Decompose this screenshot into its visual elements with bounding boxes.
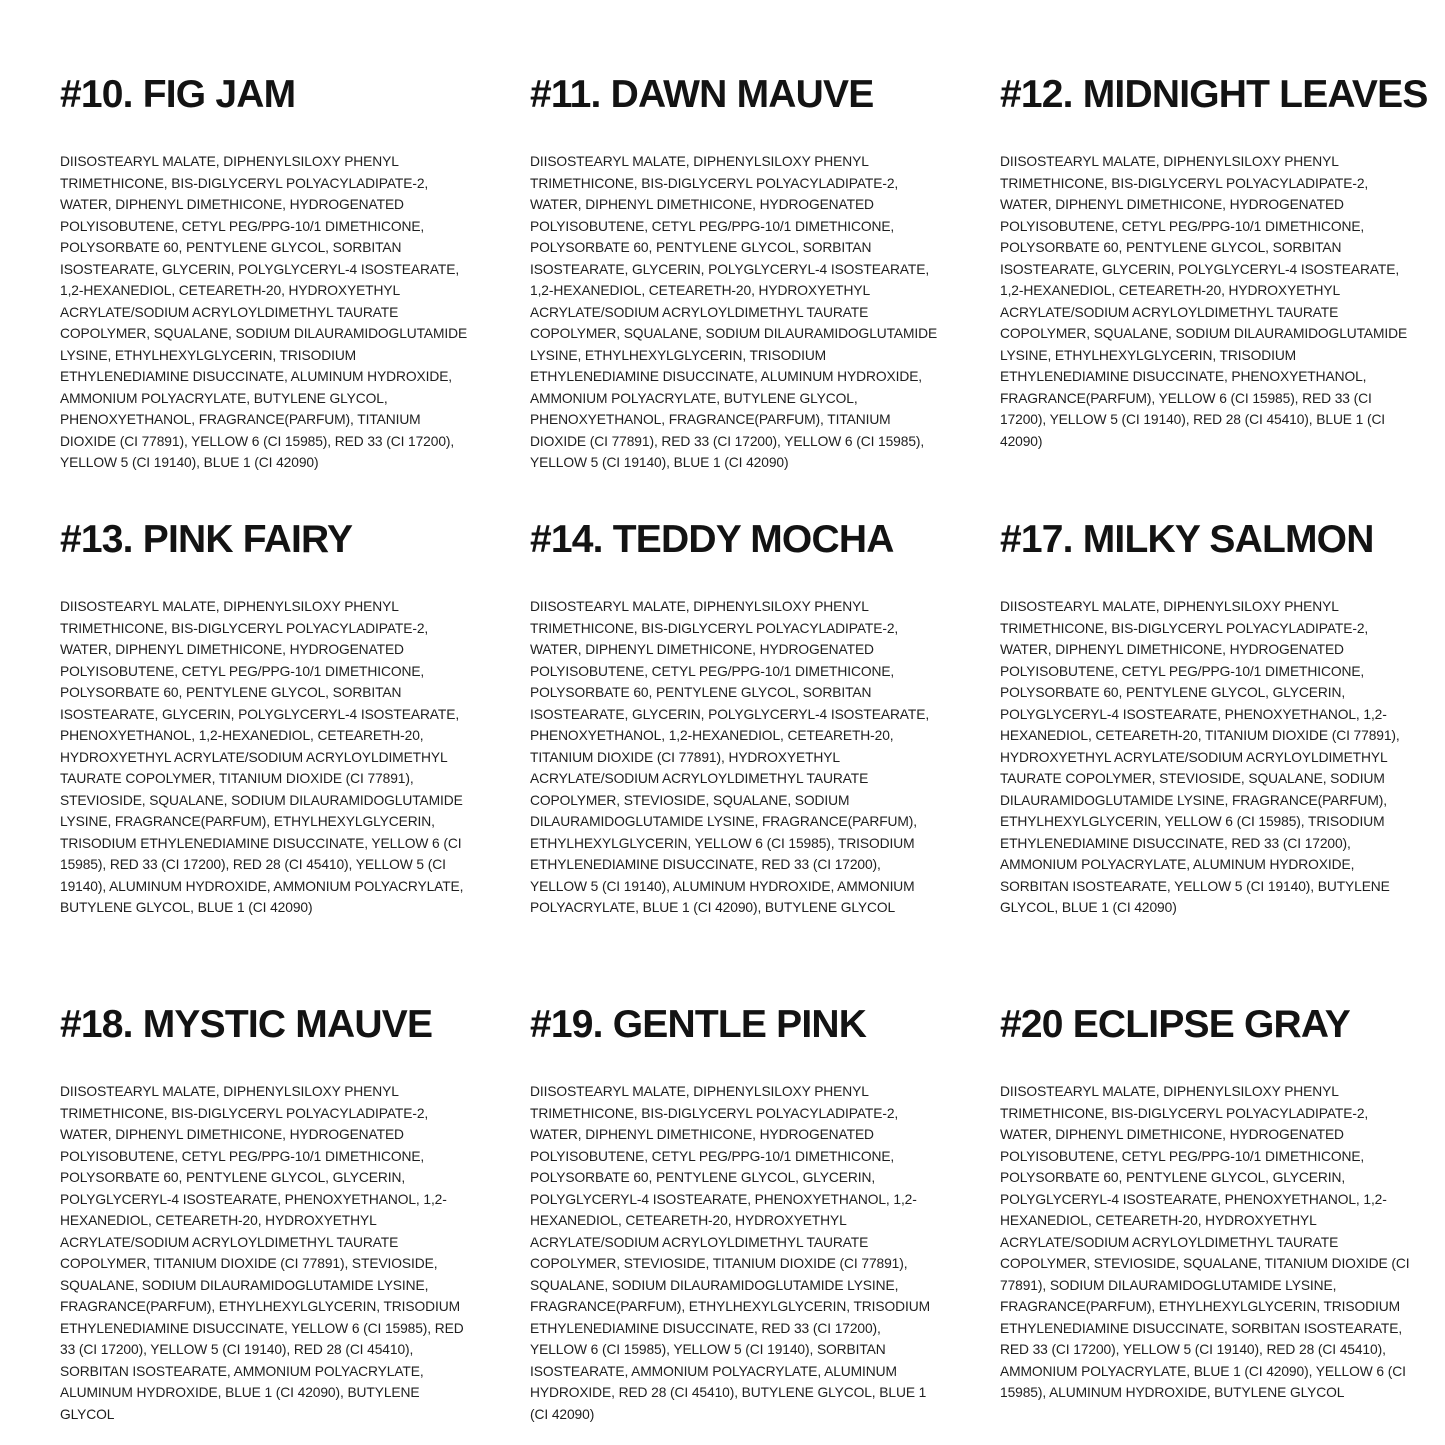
product-card-eclipse-gray — [1000, 1005, 1410, 1404]
product-card-mystic-mauve — [60, 1005, 470, 1425]
product-title: #17. MILKY SALMON — [1000, 518, 1374, 561]
product-title: #20 ECLIPSE GRAY — [1000, 1003, 1350, 1046]
product-card-dawn-mauve — [530, 75, 940, 474]
ingredients-text: DIISOSTEARYL MALATE, DIPHENYLSILOXY PHENYL TRIMETHICONE, BIS-DIGLYCERYL POLYACYLADIPATE-2, WATER, DIPHENYL DIMETHICONE, HYDROGENATED POLYISOBUTENE, CETYL PEG/PPG-10/1 DIMETHICONE, POLYSORBATE 60, PENTYLENE GLYCOL, GLYCERIN, POLYGLYCERYL-4 ISOSTEARATE, PHENOXYETHANOL, 1,2-HEXANEDIOL, CETEARETH-20, TITANIUM DIOXIDE (CI 77891), HYDROXYETHYL ACRYLATE/SODIUM ACRYLOYLDIMETHYL TAURATE COPOLYMER, STEVIOSIDE, SQUALANE, SODIUM DILAURAMIDOGLUTAMIDE LYSINE, FRAGRANCE(PARFUM), ETHYLHEXYLGLYCERIN, YELLOW 6 (CI 15985), TRISODIUM ETHYLENEDIAMINE DISUCCINATE, RED 33 (CI 17200), AMMONIUM POLYACRYLATE, ALUMINUM HYDROXIDE, SORBITAN ISOSTEARATE, YELLOW 5 (CI 19140), BUTYLENE GLYCOL, BLUE 1 (CI 42090) — [1000, 599, 1400, 915]
ingredients-text: DIISOSTEARYL MALATE, DIPHENYLSILOXY PHENYL TRIMETHICONE, BIS-DIGLYCERYL POLYACYLADIPATE-2, WATER, DIPHENYL DIMETHICONE, HYDROGENATED POLYISOBUTENE, CETYL PEG/PPG-10/1 DIMETHICONE, POLYSORBATE 60, PENTYLENE GLYCOL, SORBITAN ISOSTEARATE, GLYCERIN, POLYGLYCERYL-4 ISOSTEARATE, 1,2-HEXANEDIOL, CETEARETH-20, HYDROXYETHYL ACRYLATE/SODIUM ACRYLOYLDIMETHYL TAURATE COPOLYMER, SQUALANE, SODIUM DILAURAMIDOGLUTAMIDE LYSINE, ETHYLHEXYLGLYCERIN, TRISODIUM ETHYLENEDIAMINE DISUCCINATE, PHENOXYETHANOL, FRAGRANCE(PARFUM), YELLOW 6 (CI 15985), RED 33 (CI 17200), YELLOW 5 (CI 19140), RED 28 (CI 45410), BLUE 1 (CI 42090) — [1000, 154, 1408, 449]
product-title: #19. GENTLE PINK — [530, 1003, 867, 1046]
product-title: #12. MIDNIGHT LEAVES — [1000, 73, 1428, 116]
product-title: #10. FIG JAM — [60, 73, 296, 116]
ingredients-text: DIISOSTEARYL MALATE, DIPHENYLSILOXY PHENYL TRIMETHICONE, BIS-DIGLYCERYL POLYACYLADIPATE-2, WATER, DIPHENYL DIMETHICONE, HYDROGENATED POLYISOBUTENE, CETYL PEG/PPG-10/1 DIMETHICONE, POLYSORBATE 60, PENTYLENE GLYCOL, SORBITAN ISOSTEARATE, GLYCERIN, POLYGLYCERYL-4 ISOSTEARATE, PHENOXYETHANOL, 1,2-HEXANEDIOL, CETEARETH-20, HYDROXYETHYL ACRYLATE/SODIUM ACRYLOYLDIMETHYL TAURATE COPOLYMER, TITANIUM DIOXIDE (CI 77891), STEVIOSIDE, SQUALANE, SODIUM DILAURAMIDOGLUTAMIDE LYSINE, FRAGRANCE(PARFUM), ETHYLHEXYLGLYCERIN, TRISODIUM ETHYLENEDIAMINE DISUCCINATE, YELLOW 6 (CI 15985), RED 33 (CI 17200), RED 28 (CI 45410), YELLOW 5 (CI 19140), ALUMINUM HYDROXIDE, AMMONIUM POLYACRYLATE, BUTYLENE GLYCOL, BLUE 1 (CI 42090) — [60, 599, 464, 915]
product-card-gentle-pink — [530, 1005, 940, 1425]
ingredients-text: DIISOSTEARYL MALATE, DIPHENYLSILOXY PHENYL TRIMETHICONE, BIS-DIGLYCERYL POLYACYLADIPATE-2, WATER, DIPHENYL DIMETHICONE, HYDROGENATED POLYISOBUTENE, CETYL PEG/PPG-10/1 DIMETHICONE, POLYSORBATE 60, PENTYLENE GLYCOL, GLYCERIN, POLYGLYCERYL-4 ISOSTEARATE, PHENOXYETHANOL, 1,2-HEXANEDIOL, CETEARETH-20, HYDROXYETHYL ACRYLATE/SODIUM ACRYLOYLDIMETHYL TAURATE COPOLYMER, STEVIOSIDE, SQUALANE, TITANIUM DIOXIDE (CI 77891), SODIUM DILAURAMIDOGLUTAMIDE LYSINE, FRAGRANCE(PARFUM), ETHYLHEXYLGLYCERIN, TRISODIUM ETHYLENEDIAMINE DISUCCINATE, SORBITAN ISOSTEARATE, RED 33 (CI 17200), YELLOW 5 (CI 19140), RED 28 (CI 45410), AMMONIUM POLYACRYLATE, BLUE 1 (CI 42090), YELLOW 6 (CI 15985), ALUMINUM HYDROXIDE, BUTYLENE GLYCOL — [1000, 1084, 1410, 1400]
ingredients-text: DIISOSTEARYL MALATE, DIPHENYLSILOXY PHENYL TRIMETHICONE, BIS-DIGLYCERYL POLYACYLADIPATE-2, WATER, DIPHENYL DIMETHICONE, HYDROGENATED POLYISOBUTENE, CETYL PEG/PPG-10/1 DIMETHICONE, POLYSORBATE 60, PENTYLENE GLYCOL, SORBITAN ISOSTEARATE, GLYCERIN, POLYGLYCERYL-4 ISOSTEARATE, 1,2-HEXANEDIOL, CETEARETH-20, HYDROXYETHYL ACRYLATE/SODIUM ACRYLOYLDIMETHYL TAURATE COPOLYMER, SQUALANE, SODIUM DILAURAMIDOGLUTAMIDE LYSINE, ETHYLHEXYLGLYCERIN, TRISODIUM ETHYLENEDIAMINE DISUCCINATE, ALUMINUM HYDROXIDE, AMMONIUM POLYACRYLATE, BUTYLENE GLYCOL, PHENOXYETHANOL, FRAGRANCE(PARFUM), TITANIUM DIOXIDE (CI 77891), RED 33 (CI 17200), YELLOW 6 (CI 15985), YELLOW 5 (CI 19140), BLUE 1 (CI 42090) — [530, 154, 938, 470]
product-title: #13. PINK FAIRY — [60, 518, 353, 561]
product-card-teddy-mocha — [530, 520, 940, 919]
product-title: #18. MYSTIC MAUVE — [60, 1003, 433, 1046]
product-title: #14. TEDDY MOCHA — [530, 518, 894, 561]
ingredients-text: DIISOSTEARYL MALATE, DIPHENYLSILOXY PHENYL TRIMETHICONE, BIS-DIGLYCERYL POLYACYLADIPATE-2, WATER, DIPHENYL DIMETHICONE, HYDROGENATED POLYISOBUTENE, CETYL PEG/PPG-10/1 DIMETHICONE, POLYSORBATE 60, PENTYLENE GLYCOL, GLYCERIN, POLYGLYCERYL-4 ISOSTEARATE, PHENOXYETHANOL, 1,2-HEXANEDIOL, CETEARETH-20, HYDROXYETHYL ACRYLATE/SODIUM ACRYLOYLDIMETHYL TAURATE COPOLYMER, TITANIUM DIOXIDE (CI 77891), STEVIOSIDE, SQUALANE, SODIUM DILAURAMIDOGLUTAMIDE LYSINE, FRAGRANCE(PARFUM), ETHYLHEXYLGLYCERIN, TRISODIUM ETHYLENEDIAMINE DISUCCINATE, YELLOW 6 (CI 15985), RED 33 (CI 17200), YELLOW 5 (CI 19140), RED 28 (CI 45410), SORBITAN ISOSTEARATE, AMMONIUM POLYACRYLATE, ALUMINUM HYDROXIDE, BLUE 1 (CI 42090), BUTYLENE GLYCOL — [60, 1084, 464, 1422]
product-card-midnight-leaves — [1000, 73, 1428, 452]
product-title: #11. DAWN MAUVE — [530, 73, 874, 116]
product-card-pink-fairy — [60, 520, 470, 919]
ingredients-text: DIISOSTEARYL MALATE, DIPHENYLSILOXY PHENYL TRIMETHICONE, BIS-DIGLYCERYL POLYACYLADIPATE-2, WATER, DIPHENYL DIMETHICONE, HYDROGENATED POLYISOBUTENE, CETYL PEG/PPG-10/1 DIMETHICONE, POLYSORBATE 60, PENTYLENE GLYCOL, SORBITAN ISOSTEARATE, GLYCERIN, POLYGLYCERYL-4 ISOSTEARATE, 1,2-HEXANEDIOL, CETEARETH-20, HYDROXYETHYL ACRYLATE/SODIUM ACRYLOYLDIMETHYL TAURATE COPOLYMER, SQUALANE, SODIUM DILAURAMIDOGLUTAMIDE LYSINE, ETHYLHEXYLGLYCERIN, TRISODIUM ETHYLENEDIAMINE DISUCCINATE, ALUMINUM HYDROXIDE, AMMONIUM POLYACRYLATE, BUTYLENE GLYCOL, PHENOXYETHANOL, FRAGRANCE(PARFUM), TITANIUM DIOXIDE (CI 77891), YELLOW 6 (CI 15985), RED 33 (CI 17200), YELLOW 5 (CI 19140), BLUE 1 (CI 42090) — [60, 154, 468, 470]
product-card-milky-salmon — [1000, 520, 1410, 919]
product-card-fig-jam — [60, 75, 470, 474]
ingredients-text: DIISOSTEARYL MALATE, DIPHENYLSILOXY PHENYL TRIMETHICONE, BIS-DIGLYCERYL POLYACYLADIPATE-2, WATER, DIPHENYL DIMETHICONE, HYDROGENATED POLYISOBUTENE, CETYL PEG/PPG-10/1 DIMETHICONE, POLYSORBATE 60, PENTYLENE GLYCOL, GLYCERIN, POLYGLYCERYL-4 ISOSTEARATE, PHENOXYETHANOL, 1,2-HEXANEDIOL, CETEARETH-20, HYDROXYETHYL ACRYLATE/SODIUM ACRYLOYLDIMETHYL TAURATE COPOLYMER, STEVIOSIDE, TITANIUM DIOXIDE (CI 77891), SQUALANE, SODIUM DILAURAMIDOGLUTAMIDE LYSINE, FRAGRANCE(PARFUM), ETHYLHEXYLGLYCERIN, TRISODIUM ETHYLENEDIAMINE DISUCCINATE, RED 33 (CI 17200), YELLOW 6 (CI 15985), YELLOW 5 (CI 19140), SORBITAN ISOSTEARATE, AMMONIUM POLYACRYLATE, ALUMINUM HYDROXIDE, RED 28 (CI 45410), BUTYLENE GLYCOL, BLUE 1 (CI 42090) — [530, 1084, 930, 1422]
ingredients-text: DIISOSTEARYL MALATE, DIPHENYLSILOXY PHENYL TRIMETHICONE, BIS-DIGLYCERYL POLYACYLADIPATE-2, WATER, DIPHENYL DIMETHICONE, HYDROGENATED POLYISOBUTENE, CETYL PEG/PPG-10/1 DIMETHICONE, POLYSORBATE 60, PENTYLENE GLYCOL, SORBITAN ISOSTEARATE, GLYCERIN, POLYGLYCERYL-4 ISOSTEARATE, PHENOXYETHANOL, 1,2-HEXANEDIOL, CETEARETH-20, TITANIUM DIOXIDE (CI 77891), HYDROXYETHYL ACRYLATE/SODIUM ACRYLOYLDIMETHYL TAURATE COPOLYMER, STEVIOSIDE, SQUALANE, SODIUM DILAURAMIDOGLUTAMIDE LYSINE, FRAGRANCE(PARFUM), ETHYLHEXYLGLYCERIN, YELLOW 6 (CI 15985), TRISODIUM ETHYLENEDIAMINE DISUCCINATE, RED 33 (CI 17200), YELLOW 5 (CI 19140), ALUMINUM HYDROXIDE, AMMONIUM POLYACRYLATE, BLUE 1 (CI 42090), BUTYLENE GLYCOL — [530, 599, 930, 915]
